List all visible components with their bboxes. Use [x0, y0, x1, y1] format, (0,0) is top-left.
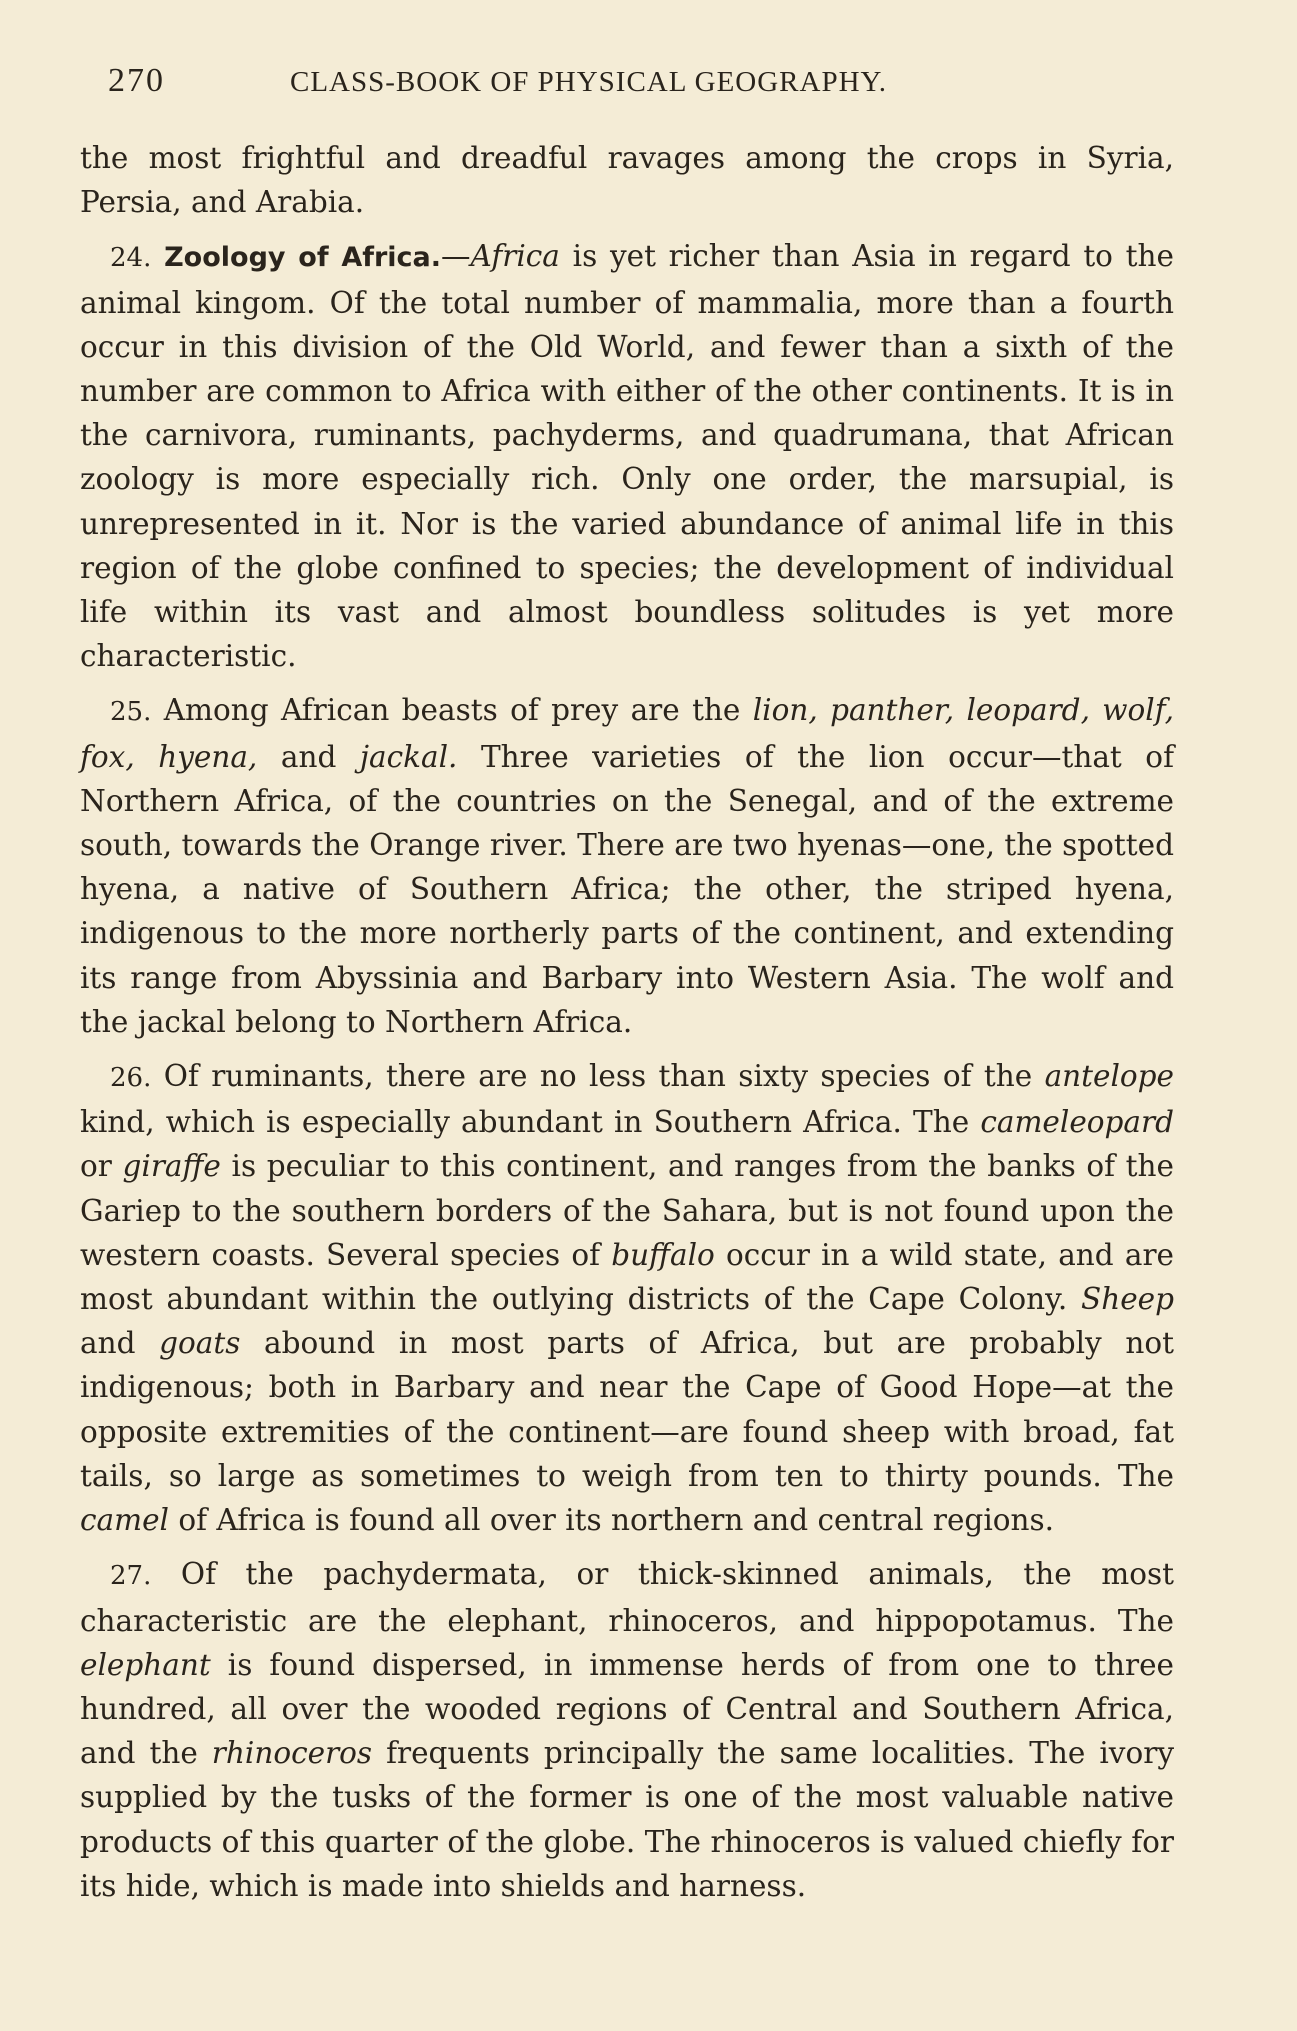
paragraph-text: of Africa is found all over its northern and central regions. [168, 1503, 1055, 1538]
italic-term: elephant [80, 1647, 211, 1682]
paragraph-26 [80, 1054, 1174, 1542]
paragraph-text: abound in most parts of Africa, but are probably not indigenous; both in Barbary and near the Cape of Good Hope—at the opposite extremities of the continent—are found sheep with broad, fat tails, so large as sometimes to weigh from ten to thirty pounds. The [80, 1326, 1174, 1493]
italic-term: goats [159, 1326, 241, 1361]
page-number: 270 [108, 62, 165, 99]
paragraph-text: or [80, 1149, 123, 1184]
heading-dash: — [441, 239, 471, 274]
paragraph-text: occur in a wild state, and are most abundant within the outlying districts of the Cape Colony. [80, 1237, 1175, 1317]
italic-term: Africa [470, 239, 560, 274]
paragraph-text: is peculiar to this continent, and ranges from the banks of the Gariep to the southern borders of the Sahara, but is not found upon the western coasts. Several species of [80, 1149, 1174, 1272]
paragraph-number: 25. [110, 697, 152, 728]
italic-term: lion, panther, leopard, wolf, fox, hyena, [80, 693, 1174, 774]
paragraph-number: 27. [110, 1561, 152, 1592]
paragraph-25 [80, 688, 1174, 1044]
italic-term: cameleopard [980, 1105, 1174, 1140]
paragraph-number: 24. [110, 243, 152, 274]
book-page [80, 58, 1174, 1908]
paragraph-text: and [257, 739, 360, 774]
paragraph-text: kind, which is especially abundant in Southern Africa. The [80, 1105, 981, 1140]
body-text [80, 136, 1174, 1908]
paragraph-text: Of the pachydermata, or thick-skinned animals, the most characteristic are the elephant, rhinoceros, and hippopotamus. The [80, 1557, 1174, 1638]
paragraph-text: is yet richer than Asia in regard to the animal kingom. Of the total number of mammalia, more than a fourth occur in this division of the Old World, and fewer than a sixth of the number are common to Africa with either of the other continents. It is in the carnivora, ruminants, pachyderms, and quadrumana, that African zoology is more especially rich. Only one order, the marsupial, is unrepresented in it. Nor is the varied abundance of animal life in this region of the globe confined to species; the development of individual life within its vast and almost boundless solitudes is yet more characteristic. [80, 239, 1174, 674]
paragraph-24 [80, 234, 1174, 678]
running-head [80, 58, 1174, 108]
paragraph-text: and [80, 1326, 160, 1361]
italic-term: giraffe [122, 1149, 221, 1184]
paragraph-text: Of ruminants, there are no less than sixty species of the [151, 1059, 1045, 1094]
running-head-title: CLASS-BOOK OF PHYSICAL GEOGRAPHY. [290, 66, 887, 98]
paragraph-text: Among African beasts of prey are the [151, 693, 753, 728]
italic-term: antelope [1044, 1059, 1174, 1094]
paragraph-number: 26. [110, 1063, 152, 1094]
italic-term: buffalo [611, 1237, 715, 1272]
paragraph-text: Three varieties of the lion occur—that of Northern Africa, of the countries on the Senegal, and of the extreme south, towards the Orange river. There are two hyenas—one, the spotted hyena, a native of Southern Africa; the other, the striped hyena, indigenous to the more northerly parts of the continent, and extending its range from Abyssinia and Barbary into Western Asia. The wolf and the jackal belong to Northern Africa. [80, 739, 1174, 1039]
section-heading: Zoology of Africa. [164, 242, 442, 274]
paragraph-text: is found dispersed, in immense herds of from one to three hundred, all over the wooded regions of Central and Southern Africa, and the [80, 1647, 1174, 1771]
italic-term: camel [80, 1503, 169, 1538]
italic-term: Sheep [1080, 1282, 1174, 1317]
paragraph-text: frequents principally the same localities. The ivory supplied by the tusks of the former is one of the most valuable native products of this quarter of the globe. The rhinoceros is valued chiefly for its hide, which is made into shields and harness. [80, 1736, 1174, 1903]
paragraph-continuation [80, 136, 1174, 224]
paragraph-text: the most frightful and dreadful ravages among the crops in Syria, Persia, and Arabia. [80, 141, 1174, 220]
paragraph-27 [80, 1552, 1174, 1908]
italic-term: rhinoceros [211, 1736, 373, 1771]
italic-term: jackal. [359, 739, 458, 774]
